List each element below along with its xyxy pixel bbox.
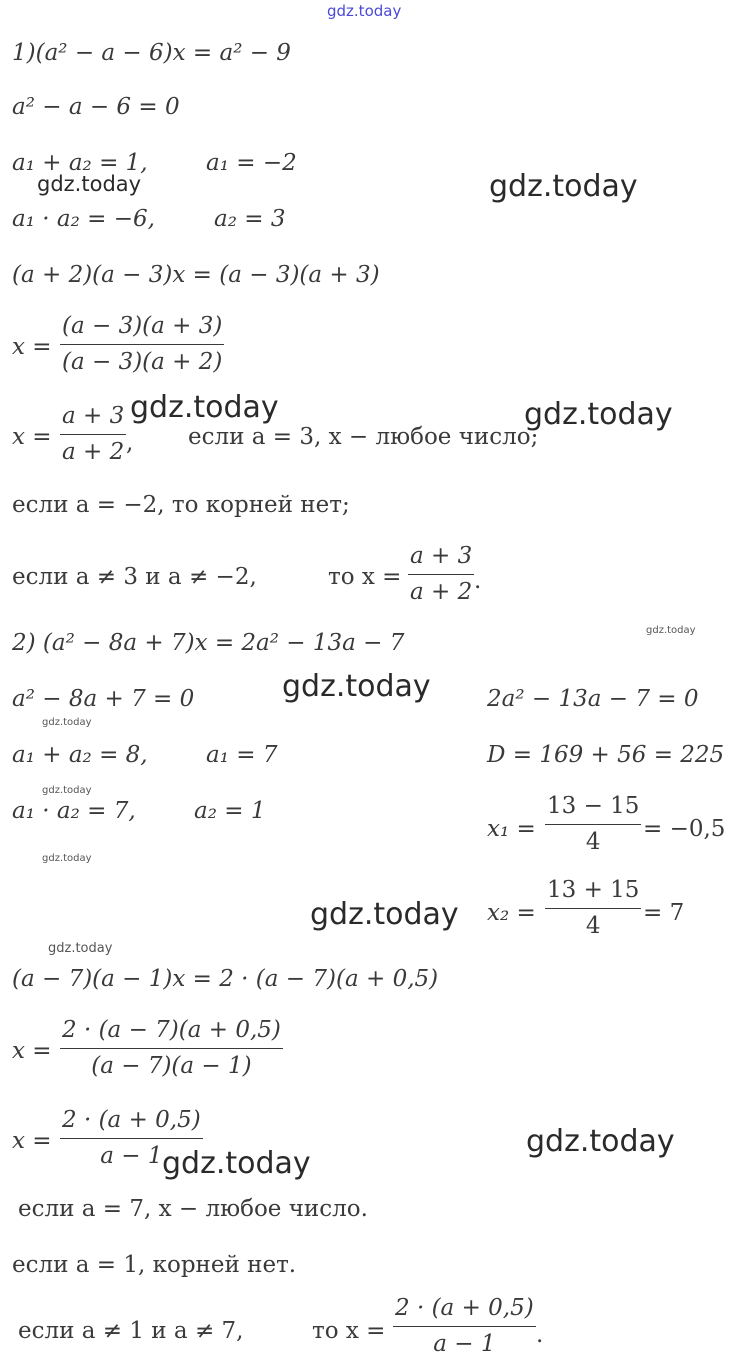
watermark: gdz.today <box>130 390 279 425</box>
part1-x-lhs: x = <box>12 334 52 360</box>
part1-equation: 1)(a² − a − 6)x = a² − 9 <box>12 40 291 66</box>
part1-x-lhs: x = <box>12 424 52 450</box>
part1-fraction-reduced <box>60 405 126 464</box>
fraction-numerator: 2 · (a + 0,5) <box>395 1295 534 1321</box>
part1-comma: , <box>126 430 134 456</box>
part2-root1: a₁ = 7 <box>206 742 278 768</box>
part2-period: . <box>536 1322 544 1348</box>
part1-vieta-sum: a₁ + a₂ = 1, <box>12 150 148 176</box>
part1-root1: a₁ = −2 <box>206 150 297 176</box>
part1-root2: a₂ = 3 <box>214 206 286 232</box>
part2-x-lhs: x = <box>12 1038 52 1064</box>
part2-fraction-full <box>60 1019 283 1078</box>
fraction-numerator: (a − 3)(a + 3) <box>62 313 223 339</box>
part1-factored-equation: (a + 2)(a − 3)x = (a − 3)(a + 3) <box>12 262 380 288</box>
part1-case-any: если a = 3, x − любое число; <box>188 424 539 450</box>
part1-quadratic: a² − a − 6 = 0 <box>12 94 180 120</box>
watermark: gdz.today <box>310 897 459 932</box>
part2-vieta-sum: a₁ + a₂ = 8, <box>12 742 148 768</box>
part2-case-general: если a ≠ 1 и a ≠ 7, <box>18 1318 244 1344</box>
part1-fraction-full <box>60 315 224 374</box>
part1-fraction-answer <box>408 545 474 604</box>
part2-case-none: если a = 1, корней нет. <box>12 1252 297 1278</box>
fraction-denominator: (a − 7)(a − 1) <box>91 1053 252 1079</box>
part2-case-any: если a = 7, x − любое число. <box>18 1196 368 1222</box>
watermark: gdz.today <box>162 1146 311 1181</box>
fraction-numerator: a + 3 <box>410 543 473 569</box>
watermark: gdz.today <box>42 785 92 796</box>
watermark: gdz.today <box>48 941 113 956</box>
part2-factored-equation: (a − 7)(a − 1)x = 2 · (a − 7)(a + 0,5) <box>12 966 439 992</box>
part1-vieta-product: a₁ · a₂ = −6, <box>12 206 155 232</box>
part2-vieta-product: a₁ · a₂ = 7, <box>12 798 136 824</box>
fraction-denominator: (a − 3)(a + 2) <box>62 349 223 375</box>
watermark: gdz.today <box>42 853 92 864</box>
watermark: gdz.today <box>646 625 696 636</box>
part2-x2-result: = 7 <box>643 900 685 926</box>
part2-fraction-reduced <box>60 1109 203 1168</box>
fraction-numerator: 2 · (a − 7)(a + 0,5) <box>62 1017 281 1043</box>
part2-quadratic-right: 2a² − 13a − 7 = 0 <box>487 686 699 712</box>
part1-period: . <box>474 568 482 594</box>
part2-case-general-then: то x = <box>312 1318 386 1344</box>
part2-x2-fraction <box>545 879 641 938</box>
part2-x2-lhs: x₂ = <box>487 900 536 926</box>
fraction-denominator: a + 2 <box>410 579 473 605</box>
part2-x1-lhs: x₁ = <box>487 816 536 842</box>
part1-case-none: если a = −2, то корней нет; <box>12 492 350 518</box>
part2-x1-fraction <box>545 795 641 854</box>
fraction-denominator: 4 <box>585 913 601 939</box>
fraction-numerator: 13 + 15 <box>547 877 640 903</box>
part2-equation: 2) (a² − 8a + 7)x = 2a² − 13a − 7 <box>12 630 405 656</box>
part2-x1-result: = −0,5 <box>643 816 726 842</box>
part2-root2: a₂ = 1 <box>194 798 266 824</box>
fraction-denominator: 4 <box>585 829 601 855</box>
fraction-denominator: a − 1 <box>433 1331 496 1357</box>
watermark: gdz.today <box>282 669 431 704</box>
part2-quadratic-left: a² − 8a + 7 = 0 <box>12 686 195 712</box>
watermark: gdz.today <box>524 397 673 432</box>
fraction-denominator: a + 2 <box>62 439 125 465</box>
watermark: gdz.today <box>526 1124 675 1159</box>
watermark: gdz.today <box>489 169 638 204</box>
watermark: gdz.today <box>37 172 142 196</box>
part2-x-lhs: x = <box>12 1128 52 1154</box>
fraction-denominator: a − 1 <box>100 1143 163 1169</box>
fraction-numerator: 2 · (a + 0,5) <box>62 1107 201 1133</box>
fraction-numerator: a + 3 <box>62 403 125 429</box>
part2-discriminant: D = 169 + 56 = 225 <box>487 742 725 768</box>
watermark: gdz.today <box>42 717 92 728</box>
part2-fraction-answer <box>393 1297 536 1356</box>
watermark-top: gdz.today <box>327 2 402 20</box>
part1-case-general-then: то x = <box>328 564 402 590</box>
part1-case-general: если a ≠ 3 и a ≠ −2, <box>12 564 257 590</box>
fraction-numerator: 13 − 15 <box>547 793 640 819</box>
